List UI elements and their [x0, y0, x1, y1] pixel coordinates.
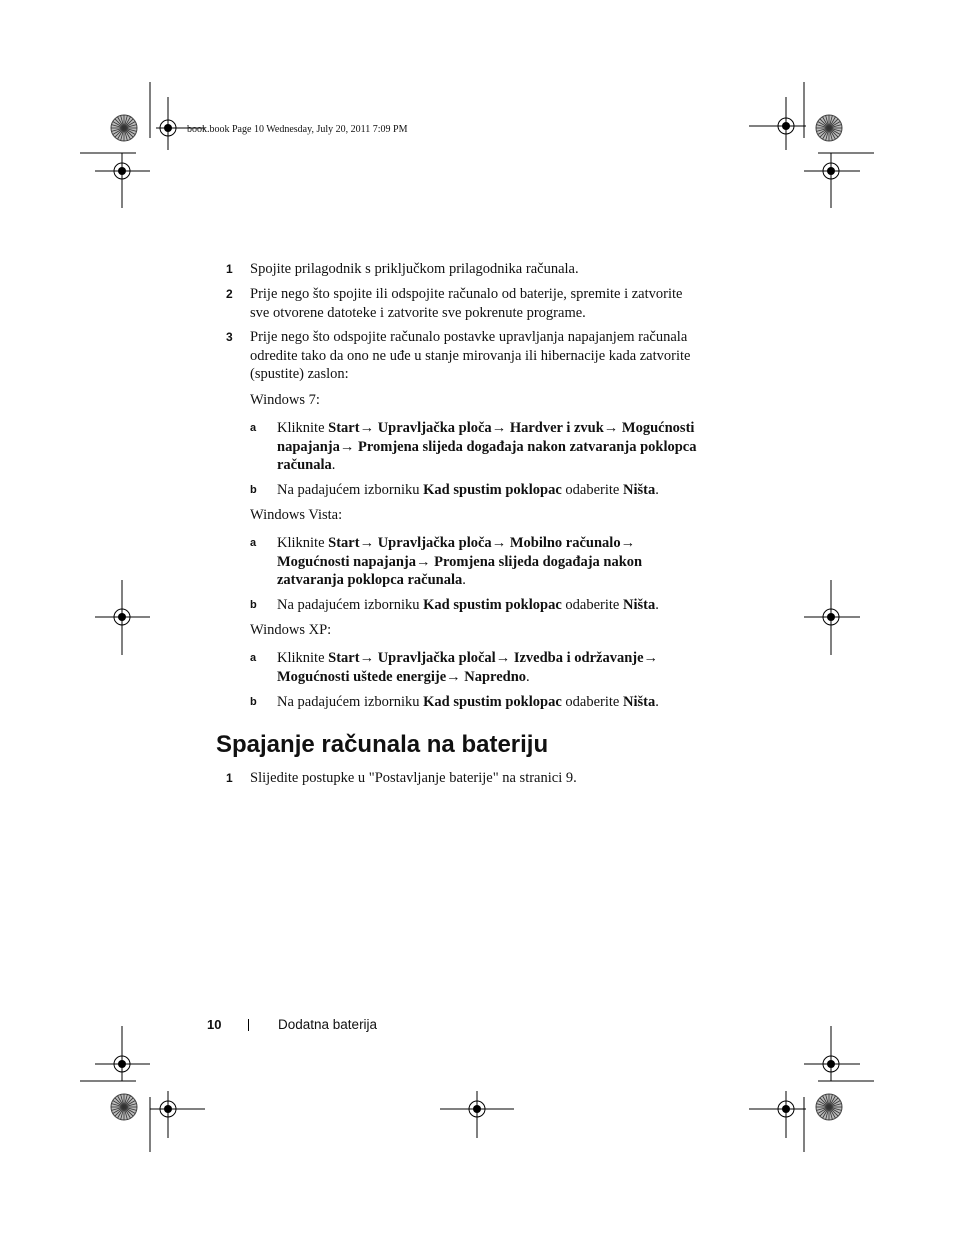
- substep-text: Kliknite Start→ Upravljačka ploča→ Hardver i zvuk→ Mogućnosti napajanja→ Promjena slijeda događaja nakon zatvaranja poklopca računala.: [277, 420, 697, 473]
- step-number: 2: [226, 287, 233, 301]
- substep-text: Kliknite Start→ Upravljačka pločal→ Izvedba i održavanje→ Mogućnosti uštede energije→ Napredno.: [277, 650, 659, 685]
- substep-letter: b: [250, 599, 257, 611]
- substep-text: Na padajućem izborniku Kad spustim poklopac odaberite Ništa.: [277, 597, 659, 613]
- substep-letter: a: [250, 537, 257, 549]
- substep-letter: b: [250, 696, 257, 708]
- step-number: 1: [226, 771, 233, 785]
- step-text-line: odredite tako da ono ne uđe u stanje mirovanja ili hibernacije kada zatvorite: [250, 347, 691, 364]
- substep-letter: a: [250, 422, 257, 434]
- section-title: Spajanje računala na bateriju: [216, 731, 549, 758]
- footer-separator: [248, 1019, 249, 1031]
- step-number: 3: [226, 330, 233, 344]
- page-number: 10: [207, 1017, 222, 1032]
- star-target-mark: [816, 1094, 842, 1120]
- star-target-mark: [816, 115, 842, 141]
- os-label: Windows 7:: [250, 392, 320, 408]
- step-text-line: sve otvorene datoteke i zatvorite sve pokrenute programe.: [250, 304, 586, 321]
- step-text: Slijedite postupke u "Postavljanje baterije" na stranici 9.: [250, 770, 577, 786]
- step-text-line: Prije nego što spojite ili odspojite računalo od baterije, spremite i zatvorite: [250, 286, 683, 302]
- substep-letter: a: [250, 652, 257, 664]
- substep-text: Na padajućem izborniku Kad spustim poklopac odaberite Ništa.: [277, 694, 659, 710]
- substep-letter: b: [250, 484, 257, 496]
- footer-title: Dodatna baterija: [278, 1017, 378, 1032]
- os-label: Windows XP:: [250, 622, 332, 638]
- substep-text: Kliknite Start→ Upravljačka ploča→ Mobilno računalo→ Mogućnosti napajanja→ Promjena slijeda događaja nakon zatvaranja poklopca računala.: [277, 535, 643, 588]
- step-text: [250, 328, 690, 384]
- step-text: Spojite prilagodnik s priključkom prilagodnika računala.: [250, 261, 579, 277]
- step-text: [250, 285, 682, 322]
- star-target-mark: [111, 1094, 137, 1120]
- step-number: 1: [226, 262, 233, 276]
- substep-text: Na padajućem izborniku Kad spustim poklopac odaberite Ništa.: [277, 482, 659, 498]
- step-text-line: Prije nego što odspojite računalo postavke upravljanja napajanjem računala: [250, 329, 688, 345]
- star-target-mark: [111, 115, 137, 141]
- print-header: book.book Page 10 Wednesday, July 20, 2011 7:09 PM: [187, 124, 408, 135]
- os-label: Windows Vista:: [250, 507, 343, 523]
- step-text-line: (spustite) zaslon:: [250, 366, 349, 382]
